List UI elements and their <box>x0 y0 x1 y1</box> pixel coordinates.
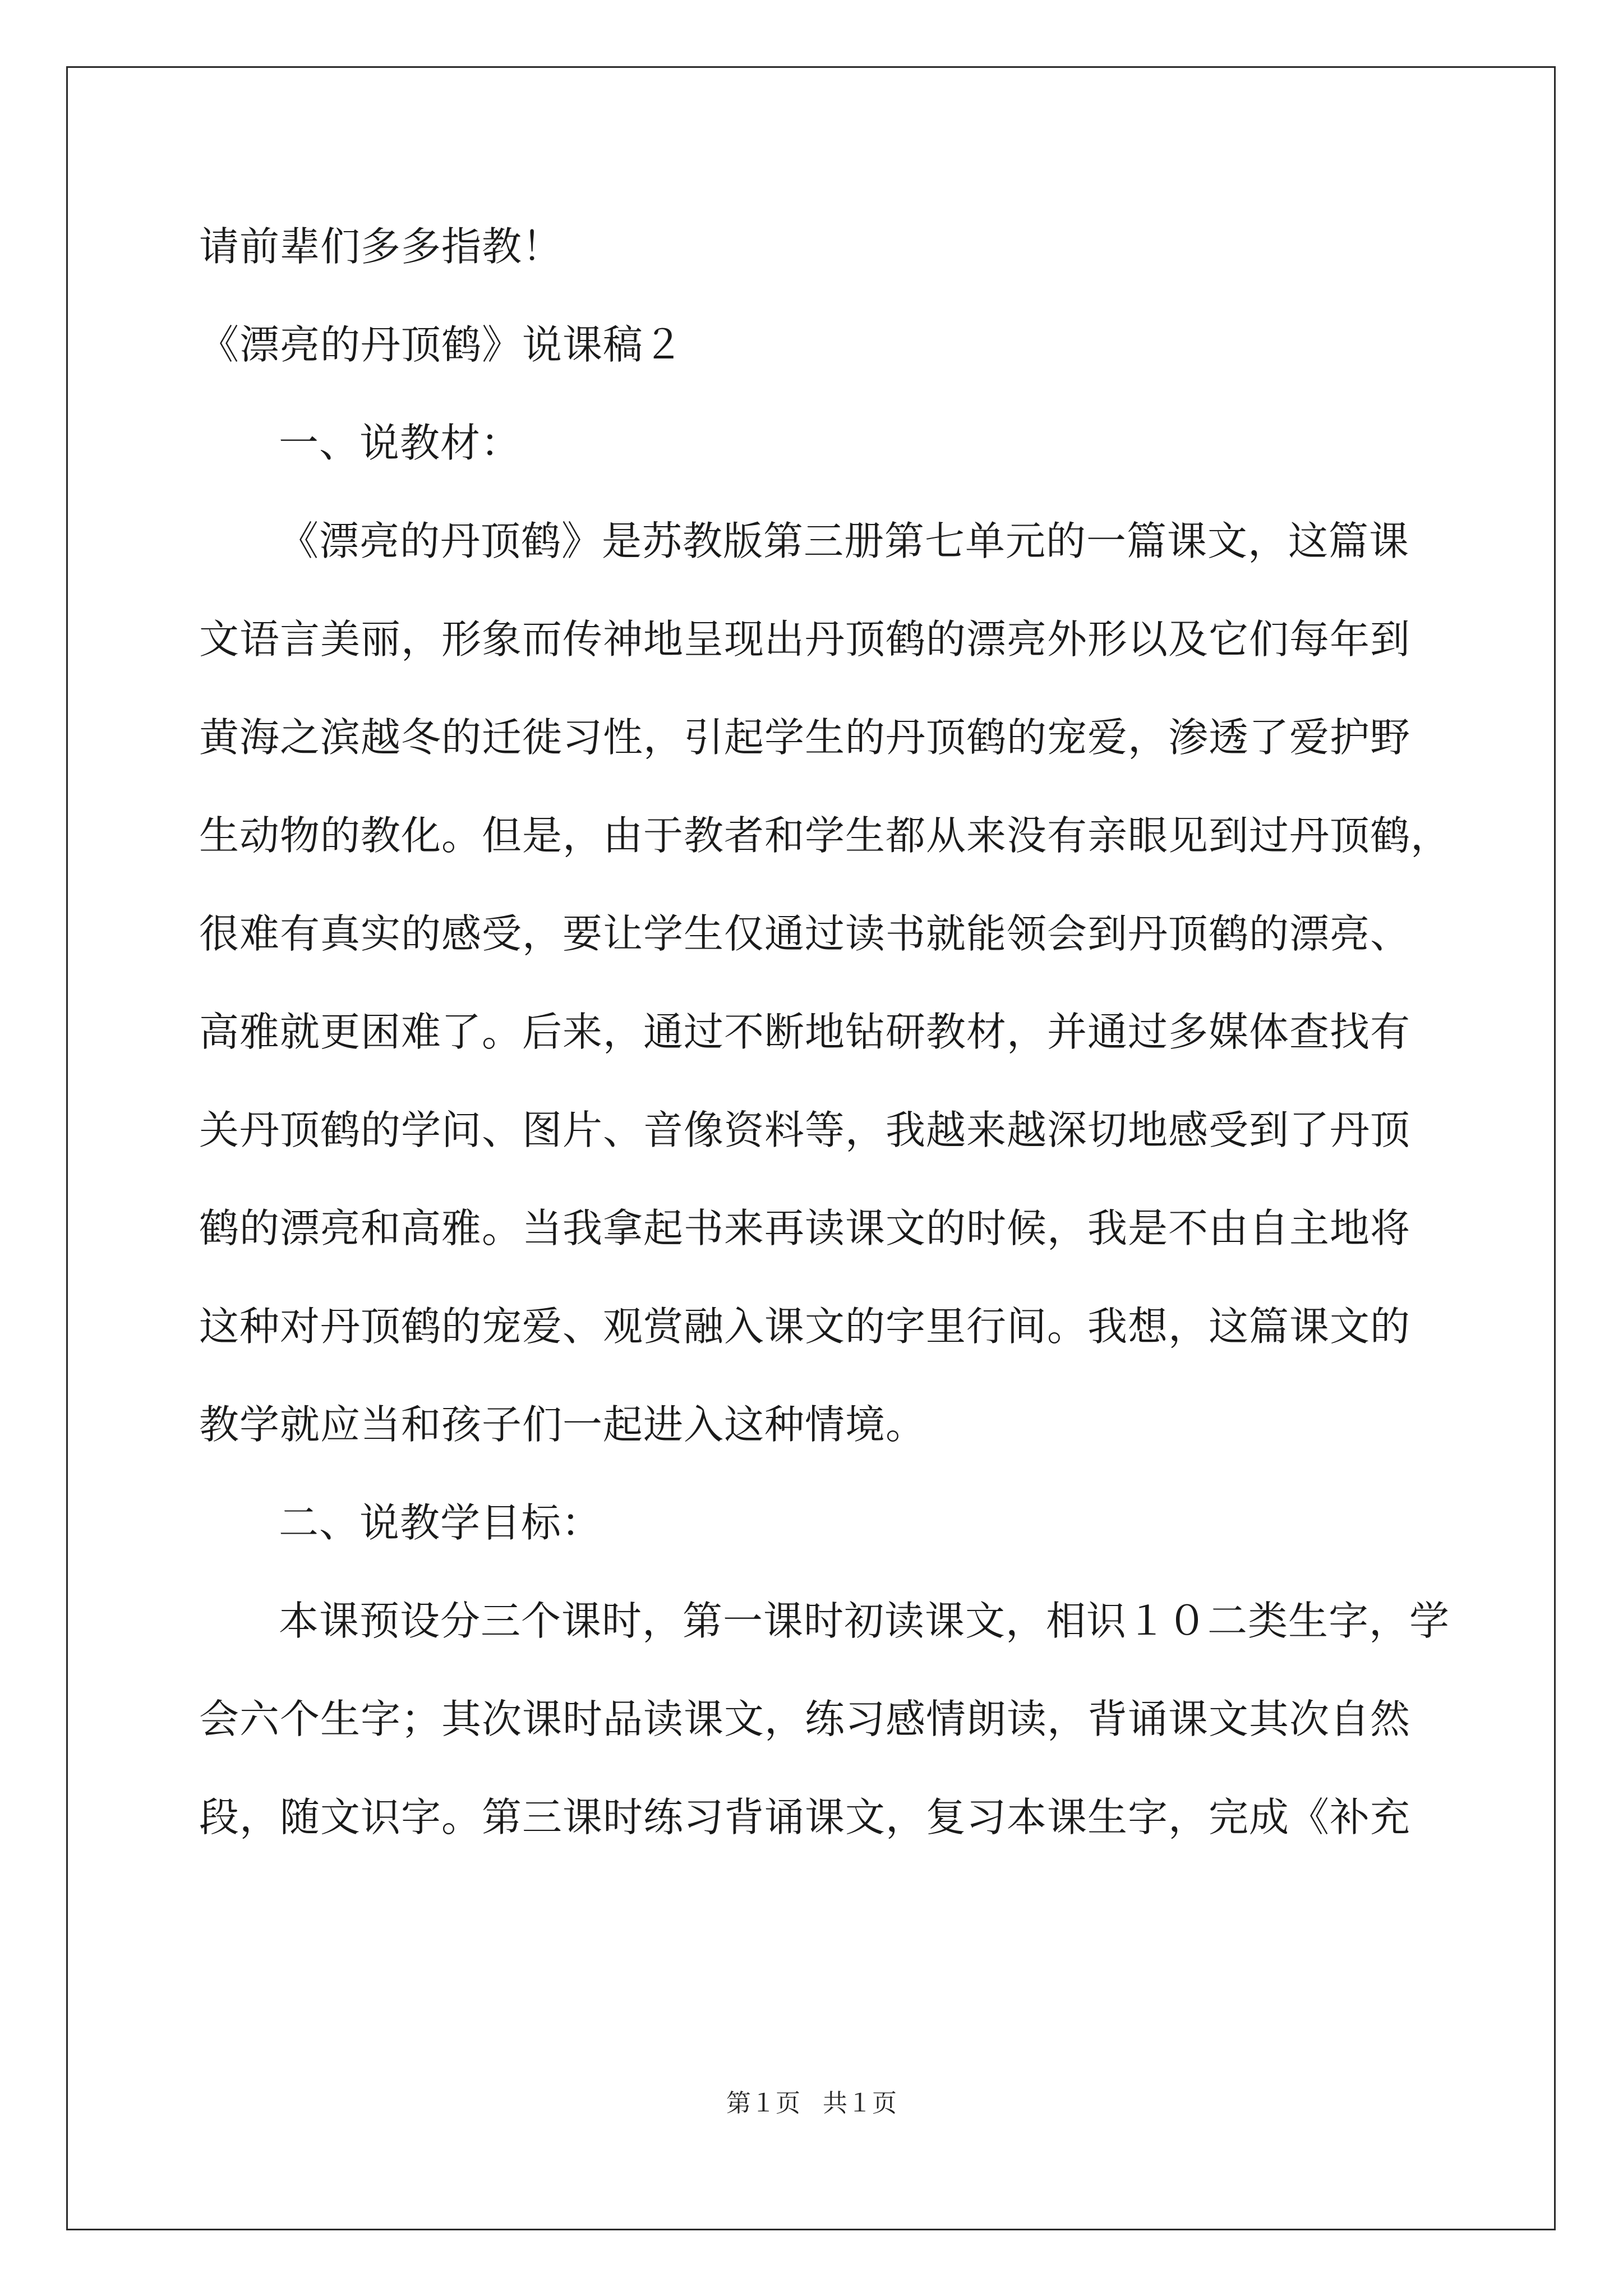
paragraph-line: 关丹顶鹤的学问、图片、音像资料等，我越来越深切地感受到了丹顶 <box>199 1107 1411 1153</box>
page-number: 第１页 <box>726 2089 800 2118</box>
paragraph-line: 黄海之滨越冬的迁徙习性，引起学生的丹顶鹤的宠爱，渗透了爱护野 <box>199 714 1411 761</box>
paragraph-line: 文语言美丽，形象而传神地呈现出丹顶鹤的漂亮外形以及它们每年到 <box>199 616 1411 662</box>
heading-teaching-goals: 二、说教学目标： <box>279 1499 602 1546</box>
paragraph-line: 高雅就更困难了。后来，通过不断地钻研教材，并通过多媒体查找有 <box>199 1009 1411 1055</box>
paragraph-line: 这种对丹顶鹤的宠爱、观赏融入课文的字里行间。我想，这篇课文的 <box>199 1303 1411 1350</box>
paragraph-line: 很难有真实的感受，要让学生仅通过读书就能领会到丹顶鹤的漂亮、 <box>199 910 1411 957</box>
paragraph-line: 生动物的教化。但是，由于教者和学生都从来没有亲眼见到过丹顶鹤， <box>199 812 1451 859</box>
page-footer <box>0 2087 1623 2120</box>
paragraph-line: 教学就应当和孩子们一起进入这种情境。 <box>199 1401 926 1448</box>
text-line: 请前辈们多多指教！ <box>199 223 563 270</box>
paragraph-line: 本课预设分三个课时，第一课时初读课文，相识１０二类生字，学 <box>279 1598 1450 1644</box>
section-title: 《漂亮的丹顶鹤》说课稿２ <box>199 321 684 368</box>
paragraph-line: 会六个生字；其次课时品读课文，练习感情朗读，背诵课文其次自然 <box>199 1696 1411 1742</box>
page-total: 共１页 <box>823 2089 897 2118</box>
heading-teaching-material: 一、说教材： <box>279 420 522 466</box>
paragraph-line: 段，随文识字。第三课时练习背诵课文，复习本课生字，完成《补充 <box>199 1794 1411 1841</box>
paragraph-line: 鹤的漂亮和高雅。当我拿起书来再读课文的时候，我是不由自主地将 <box>199 1205 1411 1251</box>
paragraph-line: 《漂亮的丹顶鹤》是苏教版第三册第七单元的一篇课文，这篇课 <box>279 518 1410 564</box>
